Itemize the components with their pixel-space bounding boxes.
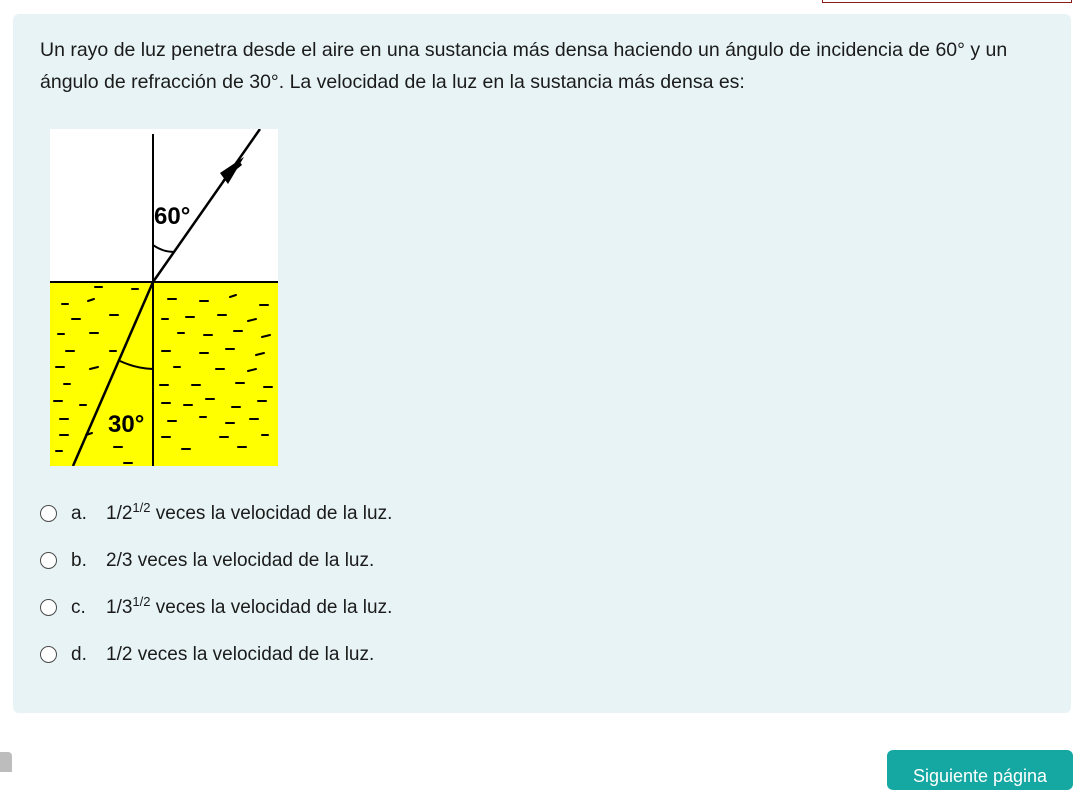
question-text: Un rayo de luz penetra desde el aire en una sustancia más densa haciendo un ángulo de incidencia de 60° y un ángulo de refracción de 30°. La velocidad de la luz en la sustancia más densa es:: [40, 39, 1008, 93]
refraction-angle-label: 30°: [108, 411, 145, 438]
incidence-angle-label: 60°: [154, 203, 191, 230]
answer-options: [40, 490, 740, 678]
answer-option-c[interactable]: [40, 584, 740, 631]
option-text: 2/3 veces la velocidad de la luz.: [106, 549, 375, 571]
radio-button[interactable]: [40, 505, 57, 522]
answer-option-a[interactable]: [40, 490, 740, 537]
option-text: 1/2 veces la velocidad de la luz.: [106, 643, 375, 665]
incidence-angle-arc: [153, 245, 174, 252]
option-letter: a.: [71, 502, 87, 524]
option-text: $1/3^{1/2}$ veces la velocidad de la luz.: [106, 593, 393, 618]
radio-button[interactable]: [40, 646, 57, 663]
option-letter: c.: [71, 596, 86, 618]
previous-page-button[interactable]: [0, 752, 12, 772]
answer-option-d[interactable]: [40, 631, 740, 678]
option-text: $1/2^{1/2}$ veces la velocidad de la luz.: [106, 499, 393, 524]
radio-button[interactable]: [40, 552, 57, 569]
answer-option-b[interactable]: [40, 537, 740, 584]
option-letter: d.: [71, 643, 87, 665]
refraction-diagram: [50, 129, 278, 466]
top-border-strip: [822, 0, 1072, 3]
next-page-button[interactable]: Siguiente página: [887, 750, 1073, 790]
radio-button[interactable]: [40, 599, 57, 616]
option-letter: b.: [71, 549, 87, 571]
